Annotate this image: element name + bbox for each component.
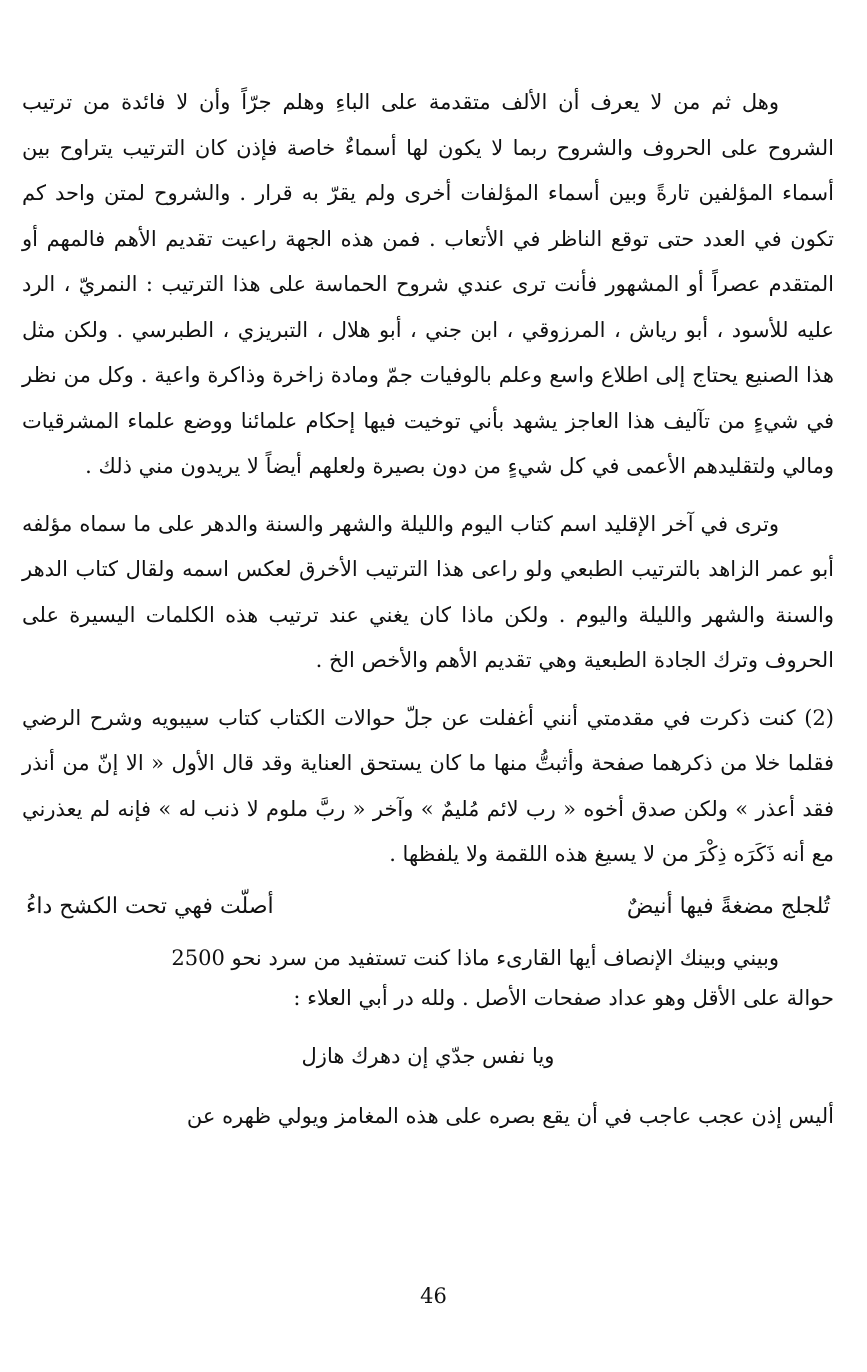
paragraph-1: وهل ثم من لا يعرف أن الألف متقدمة على الباءِ وهلم جرّاً وأن لا فائدة من ترتيب الشروح على الحروف والشروح ربما لا يكون لها أسماءٌ خاصة فإذن كان الترتيب يتراوح بين أسماء المؤلفين تارةً وبين أسماء المؤلفات أخرى ولم يقرّ به قرار . والشروح لمتن واحد كم تكون في العدد حتى توقع الناظر في الأتعاب . فمن هذه الجهة راعيت تقديم الأهم فالمهم أو المتقدم عصراً أو المشهور فأنت ترى عندي شروح الحماسة على هذا الترتيب : النمريّ ، الرد عليه للأسود ، أبو رياش ، المرزوقي ، ابن جني ، أبو هلال ، التبريزي ، الطبرسي . ولكن مثل هذا الصنيع يحتاج إلى اطلاع واسع وعلم بالوفيات جمّ ومادة زاخرة وذاكرة واعية . وكل من نظر في شيءٍ من تآليف هذا العاجز يشهد بأني توخيت فيها إحكام علمائنا ووضع علماء المشرقيات ومالي ولتقليدهم الأعمى في كل شيءٍ من دون بصيرة ولعلهم أيضاً لا يريدون مني ذلك . <box>22 90 834 478</box>
paragraph-2: وترى في آخر الإقليد اسم كتاب اليوم والليلة والشهر والسنة والدهر على ما سماه مؤلفه أبو عمر الزاهد بالترتيب الطبعي ولو راعى هذا الترتيب الأخرق لعكس اسمه ولقال كتاب الدهر والسنة والشهر والليلة واليوم . ولكن ماذا كان يغني عند ترتيب هذه الكلمات اليسيرة على الحروف وترك الجادة الطبعية وهي تقديم الأهم والأخص الخ . <box>22 511 834 672</box>
poem-verse <box>22 884 834 930</box>
verse-first-hemistich: تُلجلج مضغةً فيها أنيضٌ <box>626 893 830 919</box>
paragraph-3: (2) كنت ذكرت في مقدمتي أنني أغفلت عن جلّ حوالات الكتاب كتاب سيبويه وشرح الرضي فقلما خلا من ذكرهما صفحة وأثبتُّ منها ما كان يستحق العناية وقد قال الأول « الا إنّ من أنذر فقد أعذر » ولكن صدق أخوه « رب لائم مُليمٌ » وآخر « ربَّ ملوم لا ذنب له » فإنه لم يعذرني مع أنه ذَكَرَه ذِكْرَ من لا يسيغ هذه اللقمة ولا يلفظها . <box>22 705 834 866</box>
verse-second-hemistich: أصلّت فهي تحت الكشح داءُ <box>26 893 274 919</box>
paragraph-4-line-1: وبيني وبينك الإنصاف أيها القارىء ماذا كنت تستفيد من سرد نحو 2500 <box>171 945 779 970</box>
paragraph-5: أليس إذن عجب عاجب في أن يقع بصره على هذه المغامز ويولي ظهره عن <box>186 1103 834 1128</box>
centered-verse: ويا نفس جدّي إن دهرك هازل <box>301 1043 555 1068</box>
body-text <box>22 80 834 1139</box>
paragraph-4-line-2: حوالة على الأقل وهو عداد صفحات الأصل . ولله در أبي العلاء : <box>293 985 834 1010</box>
page-number: 46 <box>420 1284 447 1308</box>
